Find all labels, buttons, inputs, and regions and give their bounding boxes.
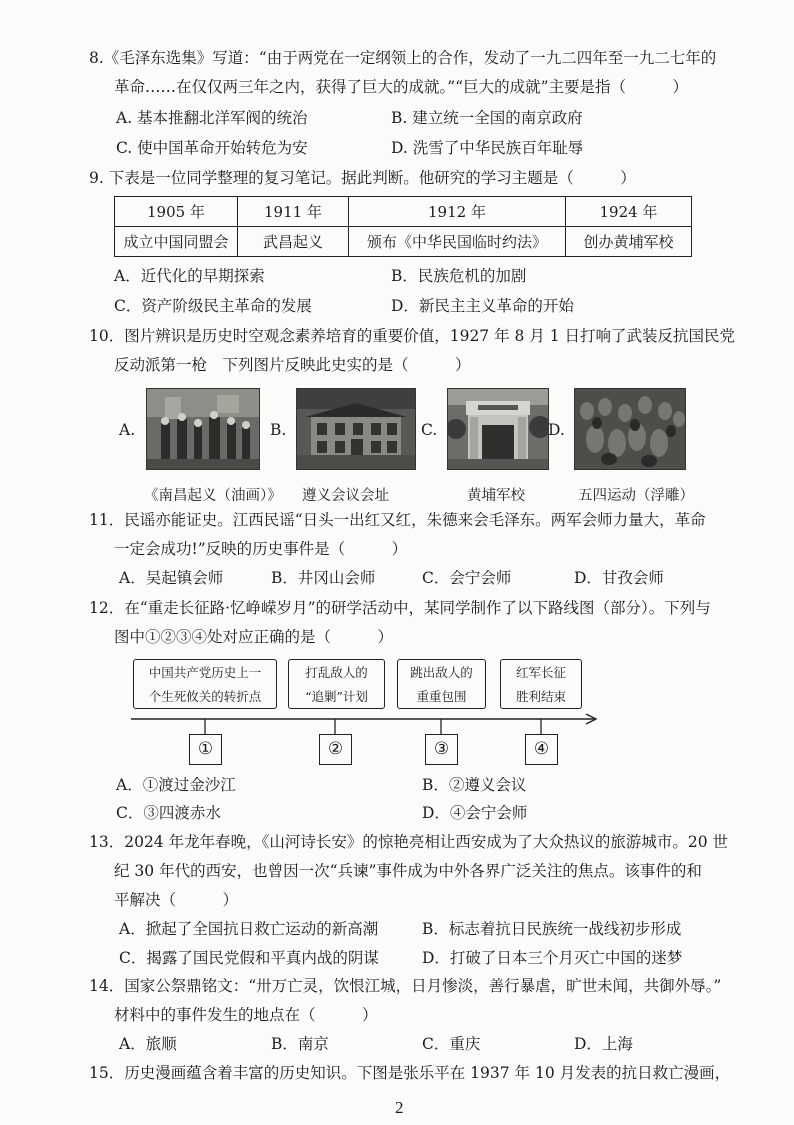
q13-option-d: D．打破了日本三个月灭亡中国的迷梦 [422, 949, 683, 967]
caption-c: 黄埔军校 [467, 488, 525, 504]
q8-stem-line2: 革命……在仅仅两三年之内，获得了巨大的成就。”“巨大的成就”主要是指（ ） [114, 78, 689, 96]
q13-option-c: C．揭露了国民党假和平真内战的阴谋 [119, 949, 379, 967]
route-box-4-line2: 胜利结束 [515, 689, 566, 704]
route-box-3-line2: 重重包围 [416, 689, 467, 704]
caption-b: 遵义会议会址 [302, 488, 389, 504]
q11-stem-line1: 11．民谣亦能证史。江西民谣“日头一出红又红，朱德来会毛泽东。两军会师力量大，革命 [89, 511, 706, 529]
q9-option-c: C．资产阶级民主革命的发展 [114, 297, 312, 315]
q8-option-a: A. 基本推翻北洋军阀的统治 [116, 109, 308, 127]
table-cell: 1905 年 [115, 197, 238, 227]
table-cell: 1911 年 [238, 197, 349, 227]
q11-option-a: A．吴起镇会师 [119, 569, 224, 587]
q14-option-a: A．旅顺 [119, 1035, 177, 1053]
q14-option-c: C．重庆 [422, 1035, 481, 1053]
q9-option-b: B．民族危机的加剧 [391, 267, 527, 285]
route-marker-1: ① [189, 734, 222, 765]
q13-stem-line2: 纪 30 年代的西安，也曾因一次“兵谏”事件成为中外各界广泛关注的焦点。该事件的和 [114, 862, 702, 880]
route-box-2-line1: 打乱敌人的 [305, 665, 368, 680]
table-cell: 创办黄埔军校 [566, 227, 692, 257]
q13-stem-line1: 13．2024 年龙年春晚，《山河诗长安》的惊艳亮相让西安成为了大众热议的旅游城市。20 世 [89, 833, 728, 851]
q13-option-a: A．掀起了全国抗日救亡运动的新高潮 [119, 920, 379, 938]
q10-stem-line1: 10．图片辨识是历史时空观念素养培育的重要价值，1927 年 8 月 1 日打响了武装反抗国民党 [89, 327, 736, 345]
route-marker-2: ② [319, 734, 352, 765]
route-box-3-line1: 跳出敌人的 [410, 665, 473, 680]
route-box-2-line2: “追剿”计划 [305, 689, 368, 704]
q13-option-b: B．标志着抗日民族统一战线初步形成 [422, 920, 682, 938]
q9-option-d: D．新民主主义革命的开始 [391, 297, 574, 315]
route-marker-4: ④ [525, 734, 558, 765]
caption-d: 五四运动（浮雕） [578, 488, 694, 504]
route-box-1-line2: 个生死攸关的转折点 [148, 689, 262, 704]
caption-a: 《南昌起义（油画）》 [144, 488, 282, 504]
q10-letter-c: C. [421, 421, 438, 439]
q8-option-b: B. 建立统一全国的南京政府 [391, 109, 583, 127]
q11-option-d: D．甘孜会师 [574, 569, 664, 587]
q14-option-b: B．南京 [271, 1035, 329, 1053]
q13-stem-line3: 平解决（ ） [114, 891, 239, 909]
q12-stem-line1: 12．在“重走长征路·忆峥嵘岁月”的研学活动中，某同学制作了以下路线图（部分）。下列与 [89, 599, 711, 617]
q12-option-c: C．③四渡赤水 [116, 804, 221, 822]
table-cell: 成立中国同盟会 [115, 227, 238, 257]
q8-option-d: D. 洗雪了中华民族百年耻辱 [391, 139, 584, 157]
q8-option-c: C. 使中国革命开始转危为安 [116, 139, 308, 157]
q12-stem-line2: 图中①②③④处对应正确的是（ ） [114, 628, 394, 646]
q9-option-a: A．近代化的早期探索 [114, 267, 265, 285]
q11-option-c: C．会宁会师 [422, 569, 512, 587]
q10-letter-d: D. [548, 421, 565, 439]
page-number: 2 [395, 1098, 404, 1117]
route-box-1-line1: 中国共产党历史上一 [148, 665, 262, 680]
route-box-4-line1: 红军长征 [515, 665, 566, 680]
q14-stem-line2: 材料中的事件发生的地点在（ ） [114, 1006, 378, 1024]
q8-stem-line1: 8.《毛泽东选集》写道：“由于两党在一定纲领上的合作，发动了一九二四年至一九二七年的 [89, 49, 717, 67]
q15-stem-line1: 15．历史漫画蕴含着丰富的历史知识。下图是张乐平在 1937 年 10 月发表的抗日救亡漫画， [89, 1064, 731, 1082]
q10-letter-b: B. [270, 421, 287, 439]
table-cell: 1924 年 [566, 197, 692, 227]
q12-option-b: B．②遵义会议 [422, 776, 527, 794]
q12-option-a: A．①渡过金沙江 [116, 776, 236, 794]
route-marker-3: ③ [425, 734, 458, 765]
q9-stem: 9. 下表是一位同学整理的复习笔记。据此判断。他研究的学习主题是（ ） [89, 169, 636, 187]
q11-option-b: B．井冈山会师 [271, 569, 376, 587]
q12-option-d: D．④会宁会师 [422, 804, 528, 822]
q14-stem-line1: 14．国家公祭鼎铭文：“卅万亡灵，饮恨江城，日月惨淡，善行暴虐，旷世未闻，共御外辱。” [89, 977, 722, 995]
table-cell: 武昌起义 [238, 227, 349, 257]
q10-stem-line2: 反动派第一枪 下列图片反映此史实的是（ ） [114, 356, 471, 374]
q11-stem-line2: 一定会成功!”反映的历史事件是（ ） [114, 540, 408, 558]
table-cell: 1912 年 [349, 197, 566, 227]
q14-option-d: D．上海 [574, 1035, 633, 1053]
table-cell: 颁布《中华民国临时约法》 [349, 227, 566, 257]
q10-letter-a: A. [119, 421, 136, 439]
